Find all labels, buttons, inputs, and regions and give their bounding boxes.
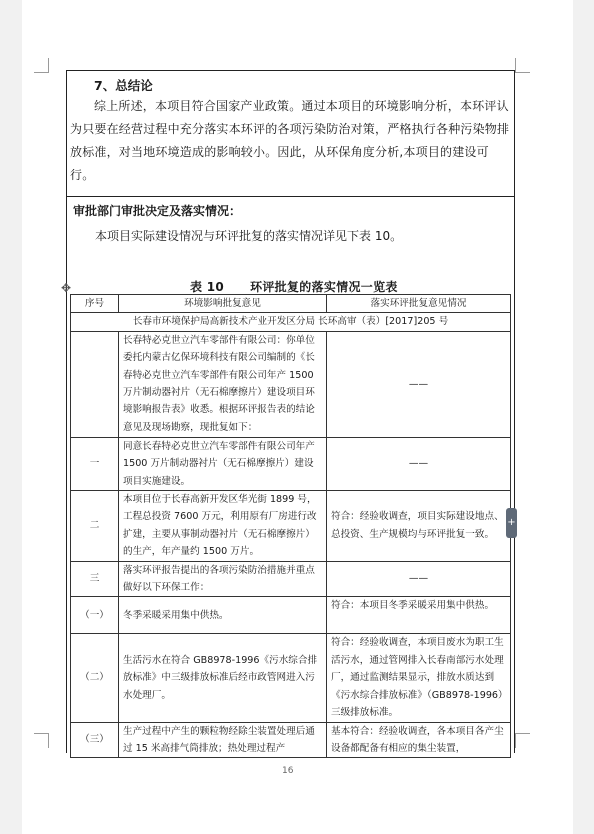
side-expand-tab[interactable]: +: [506, 508, 517, 538]
row-status: ——: [327, 561, 511, 597]
table-row: [71, 722, 511, 758]
bureau-row: [71, 313, 511, 331]
row-seq: （三）: [71, 722, 119, 758]
crop-mark-bottom-left: [34, 733, 49, 748]
header-status: 落实环评批复意见情况: [327, 295, 511, 313]
row-status: 符合：经验收调查，本项目废水为职工生活污水，通过管网排入长春南部污水处理厂，通过监测结果显示，排放水质达到《污水综合排放标准》（GB8978-1996）三级排放标准。: [327, 634, 511, 722]
table-row: [71, 634, 511, 722]
crop-mark-top-right: [515, 58, 530, 73]
row-opinion: 同意长春特必克世立汽车零部件有限公司年产 1500 万片制动器衬片（无石棉摩擦片）建设项目实施建设。: [119, 437, 327, 490]
row-status: ——: [327, 437, 511, 490]
bureau-cell: 长春市环境保护局高新技术产业开发区分局 长环高审（表）[2017]205 号: [71, 313, 511, 331]
row-seq: （二）: [71, 634, 119, 722]
row-status: 符合：本项目冬季采暖采用集中供热。: [327, 597, 511, 634]
row-status: 基本符合：经验收调查，各本项目各产尘设备都配备有相应的集尘装置，: [327, 722, 511, 758]
row-status: 符合：经验收调查，项目实际建设地点、总投资、生产规模均与环评批复一致。: [327, 491, 511, 562]
table-header-row: [71, 295, 511, 313]
row-seq: [71, 331, 119, 437]
table-row: [71, 597, 511, 634]
header-seq: 序号: [71, 295, 119, 313]
approval-intro: 本项目实际建设情况与环评批复的落实情况详见下表 10。: [95, 229, 403, 243]
table-row: [71, 331, 511, 437]
table-caption-title: 环评批复的落实情况一览表: [250, 280, 398, 294]
approval-heading: 审批部门审批决定及落实情况：: [73, 204, 242, 218]
row-seq: 三: [71, 561, 119, 597]
table-row: [71, 561, 511, 597]
row-opinion: 生产过程中产生的颗粒物经除尘装置处理后通过 15 米高排气筒排放；热处理过程产: [119, 722, 327, 758]
row-opinion: 本项目位于长春高新开发区华光街 1899 号，工程总投资 7600 万元，利用原有厂房进行改扩建，主要从事制动器衬片（无石棉摩擦片）的生产，年产量约 1500 万片。: [119, 491, 327, 562]
table-row: [71, 437, 511, 490]
row-seq: 一: [71, 437, 119, 490]
section-title: 7、总结论: [94, 78, 153, 93]
row-opinion: 落实环评报告提出的各项污染防治措施并重点做好以下环保工作：: [119, 561, 327, 597]
table-caption: [190, 278, 398, 295]
page-number: 16: [282, 766, 294, 776]
crop-mark-bottom-right: [515, 733, 530, 748]
row-status: ——: [327, 331, 511, 437]
row-seq: 二: [71, 491, 119, 562]
table-move-handle-icon[interactable]: ✥: [61, 281, 72, 295]
table-caption-number: 表 10: [190, 280, 225, 294]
row-opinion: 长春特必克世立汽车零部件有限公司：你单位委托内蒙古亿保环境科技有限公司编制的《长春特必克世立汽车零部件有限公司年产 1500 万片制动器衬片（无石棉摩擦片）建设项目环境影响报告表》收悉。根据环评报告表的结论意见及现场勘察，现批复如下：: [119, 331, 327, 437]
header-opinion: 环境影响批复意见: [119, 295, 327, 313]
table-row: [71, 491, 511, 562]
crop-mark-top-left: [34, 58, 49, 73]
row-seq: （一）: [71, 597, 119, 634]
row-opinion: 冬季采暖采用集中供热。: [119, 597, 327, 634]
row-opinion: 生活污水在符合 GB8978-1996《污水综合排放标准》中三级排放标准后经市政管网进入污水处理厂。: [119, 634, 327, 722]
conclusion-paragraph: 综上所述，本项目符合国家产业政策。通过本项目的环境影响分析，本环评认为只要在经营过程中充分落实本环评的各项污染防治对策，严格执行各种污染物排放标准，对当地环境造成的影响较小。因此，从环保角度分析,本项目的建设可行。: [70, 99, 510, 182]
approval-table: [70, 294, 511, 758]
